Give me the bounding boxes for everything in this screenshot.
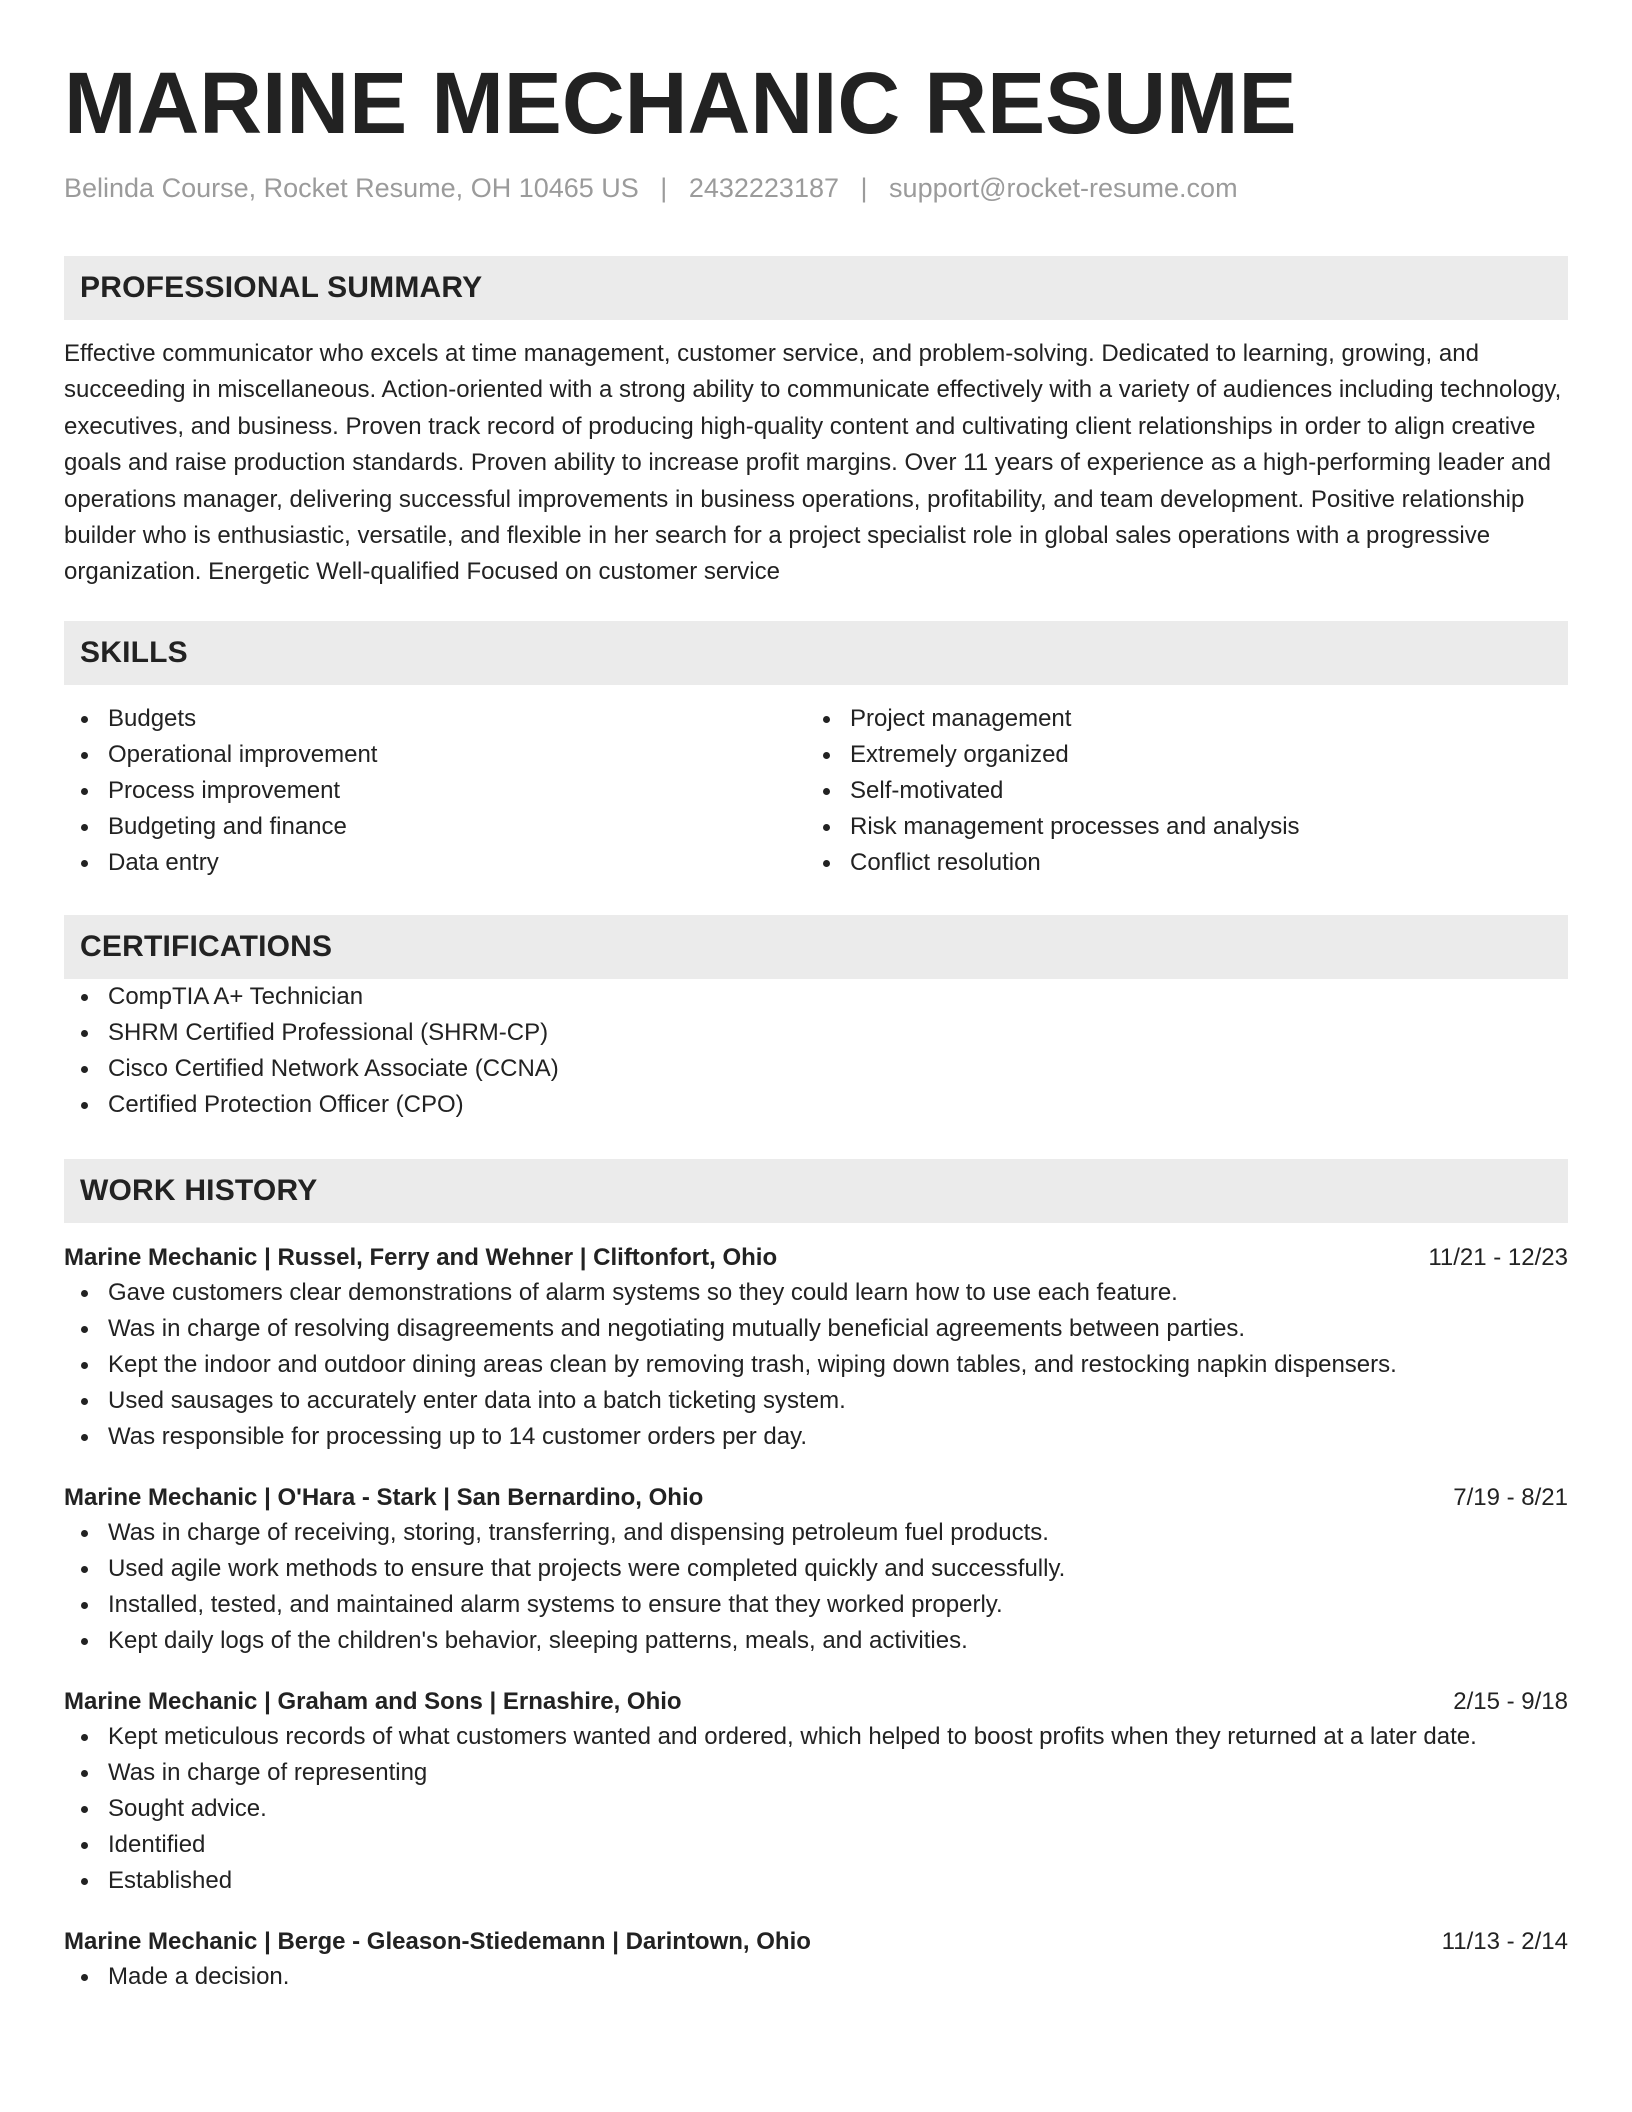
skill-item: Conflict resolution [806, 845, 1548, 881]
certification-item: Cisco Certified Network Associate (CCNA) [64, 1051, 1568, 1087]
skill-item: Project management [806, 701, 1548, 737]
section-header-skills [64, 621, 1568, 685]
certifications-list [64, 979, 1568, 1123]
job-bullet: Made a decision. [64, 1959, 1568, 1995]
bullet-icon [823, 788, 830, 795]
contact-phone: 2432223187 [688, 173, 839, 203]
job-bullet: Sought advice. [64, 1791, 1568, 1827]
bullet-icon [81, 1806, 88, 1813]
contact-address: Belinda Course, Rocket Resume, OH 10465 US [64, 173, 639, 203]
bullet-icon [823, 716, 830, 723]
section-title: WORK HISTORY [80, 1173, 318, 1207]
contact-separator: | [660, 173, 668, 203]
bullet-icon [823, 860, 830, 867]
bullet-icon [81, 1030, 88, 1037]
section-header-certifications [64, 915, 1568, 979]
contact-separator: | [860, 173, 868, 203]
job-bullet: Used agile work methods to ensure that projects were completed quickly and successfully. [64, 1551, 1568, 1587]
bullet-icon [81, 1734, 88, 1741]
section-title: CERTIFICATIONS [80, 929, 333, 963]
skill-item: Budgets [64, 701, 806, 737]
certification-item: SHRM Certified Professional (SHRM-CP) [64, 1015, 1568, 1051]
bullet-icon [81, 1102, 88, 1109]
job-bullet: Identified [64, 1827, 1568, 1863]
bullet-icon [81, 1530, 88, 1537]
job-entry [64, 1685, 1568, 1899]
skill-item: Process improvement [64, 773, 806, 809]
section-header-work-history [64, 1159, 1568, 1223]
bullet-icon [81, 1434, 88, 1441]
bullet-icon [81, 788, 88, 795]
job-bullet: Kept meticulous records of what customers wanted and ordered, which helped to boost profits when they returned at a later date. [64, 1719, 1568, 1755]
skills-column-right [806, 701, 1548, 881]
bullet-icon [81, 1770, 88, 1777]
contact-email: support@rocket-resume.com [889, 173, 1238, 203]
bullet-icon [823, 824, 830, 831]
job-bullet: Gave customers clear demonstrations of alarm systems so they could learn how to use each feature. [64, 1275, 1568, 1311]
section-title: PROFESSIONAL SUMMARY [80, 271, 483, 304]
job-bullet: Was in charge of receiving, storing, transferring, and dispensing petroleum fuel products. [64, 1515, 1568, 1551]
bullet-icon [81, 824, 88, 831]
bullet-icon [81, 1974, 88, 1981]
job-bullets [64, 1275, 1568, 1455]
job-bullet: Was in charge of representing [64, 1755, 1568, 1791]
section-header-summary [64, 256, 1568, 320]
skill-item: Budgeting and finance [64, 809, 806, 845]
skills-list-right [806, 701, 1548, 881]
bullet-icon [823, 752, 830, 759]
job-title: Marine Mechanic | O'Hara - Stark | San Bernardino, Ohio [64, 1483, 704, 1511]
skills-column-left [64, 701, 806, 881]
job-bullet: Kept the indoor and outdoor dining areas clean by removing trash, wiping down tables, and restocking napkin dispensers. [64, 1347, 1568, 1383]
bullet-icon [81, 1602, 88, 1609]
bullet-icon [81, 1066, 88, 1073]
job-entry [64, 1481, 1568, 1659]
job-dates: 2/15 - 9/18 [1453, 1687, 1568, 1715]
bullet-icon [81, 1566, 88, 1573]
certification-item: Certified Protection Officer (CPO) [64, 1087, 1568, 1123]
job-title: Marine Mechanic | Russel, Ferry and Wehner | Cliftonfort, Ohio [64, 1243, 778, 1271]
bullet-icon [81, 1326, 88, 1333]
job-header [64, 1685, 1568, 1719]
job-bullets [64, 1515, 1568, 1659]
job-title: Marine Mechanic | Graham and Sons | Ernashire, Ohio [64, 1687, 682, 1715]
bullet-icon [81, 1290, 88, 1297]
certification-item: CompTIA A+ Technician [64, 979, 1568, 1015]
bullet-icon [81, 1398, 88, 1405]
job-bullets [64, 1719, 1568, 1899]
contact-line [64, 170, 1568, 206]
bullet-icon [81, 1362, 88, 1369]
job-bullet: Was in charge of resolving disagreements and negotiating mutually beneficial agreements between parties. [64, 1311, 1568, 1347]
job-bullet: Kept daily logs of the children's behavior, sleeping patterns, meals, and activities. [64, 1623, 1568, 1659]
job-header [64, 1925, 1568, 1959]
job-title: Marine Mechanic | Berge - Gleason-Stiedemann | Darintown, Ohio [64, 1927, 811, 1955]
job-entry [64, 1925, 1568, 1995]
job-dates: 11/21 - 12/23 [1428, 1243, 1568, 1271]
job-bullet: Installed, tested, and maintained alarm systems to ensure that they worked properly. [64, 1587, 1568, 1623]
skill-item: Self-motivated [806, 773, 1548, 809]
job-bullet: Used sausages to accurately enter data into a batch ticketing system. [64, 1383, 1568, 1419]
bullet-icon [81, 752, 88, 759]
job-bullet: Was responsible for processing up to 14 customer orders per day. [64, 1419, 1568, 1455]
summary-text: Effective communicator who excels at time management, customer service, and problem-solving. Dedicated to learning, growing, and succeeding in miscellaneous. Action-oriented with a strong ability to communicate effectively with a variety of audiences including technology, executives, and business. Proven track record of producing high-quality content and cultivating client relationships in order to align creative goals and raise production standards. Proven ability to increase profit margins. Over 11 years of experience as a high-performing leader and operations manager, delivering successful improvements in business operations, profitability, and team development. Positive relationship builder who is enthusiastic, versatile, and flexible in her search for a project specialist role in global sales operations with a progressive organization. Energetic Well-qualified Focused on customer service [64, 340, 1562, 586]
job-header [64, 1241, 1568, 1275]
job-bullet: Established [64, 1863, 1568, 1899]
bullet-icon [81, 860, 88, 867]
job-dates: 7/19 - 8/21 [1453, 1483, 1568, 1511]
job-entry [64, 1241, 1568, 1455]
bullet-icon [81, 716, 88, 723]
skill-item: Extremely organized [806, 737, 1548, 773]
bullet-icon [81, 1878, 88, 1885]
job-header [64, 1481, 1568, 1515]
skills-list-left [64, 701, 806, 881]
skill-item: Operational improvement [64, 737, 806, 773]
skills-columns [64, 701, 1568, 881]
bullet-icon [81, 994, 88, 1001]
section-title: SKILLS [80, 635, 188, 669]
resume-title: MARINE MECHANIC RESUME [64, 55, 1297, 152]
skill-item: Data entry [64, 845, 806, 881]
bullet-icon [81, 1842, 88, 1849]
job-dates: 11/13 - 2/14 [1441, 1927, 1568, 1955]
job-bullets [64, 1959, 1568, 1995]
bullet-icon [81, 1638, 88, 1645]
skill-item: Risk management processes and analysis [806, 809, 1548, 845]
